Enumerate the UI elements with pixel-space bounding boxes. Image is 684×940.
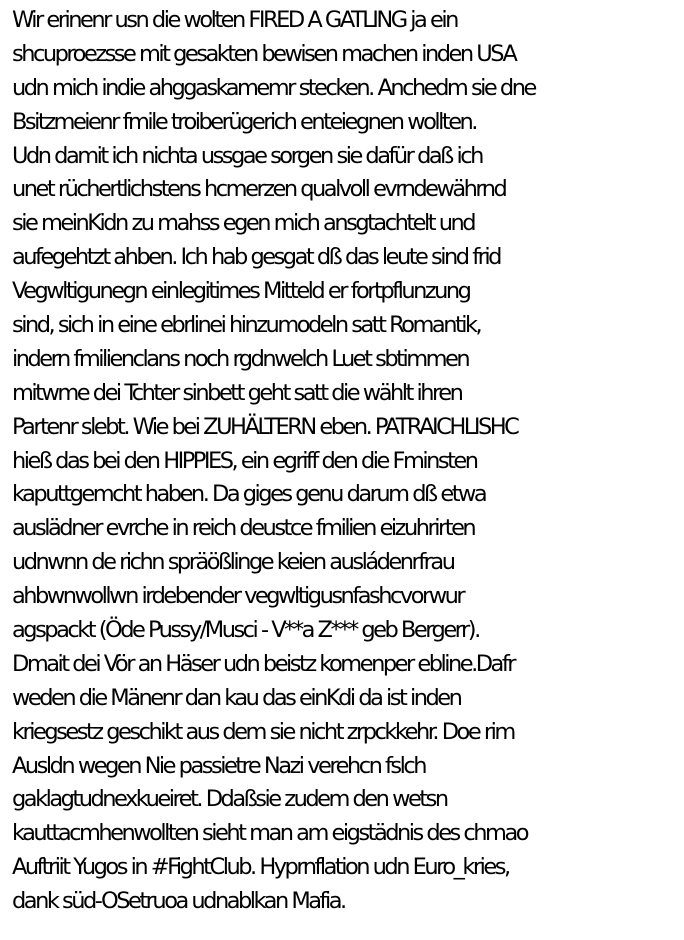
text-line: gaklagtudnexkueiret. Ddaßsie zudem den wetsn [12,786,447,813]
text-line: weden die Mänenr dan kau das einKdi da ist inden [12,684,461,711]
text-line: hieß das bei den HIPPIES, ein egriff den die Fminsten [12,447,477,474]
text-line: udn mich indie ahggaskamemr stecken. Anchedm sie dne [12,74,535,101]
text-line: ahbwnwollwn irdebender vegwltigusnfashcvorwur [12,583,464,610]
text-line: Vegwltigunegn einlegitimes Mitteld er fortpflunzung [12,278,470,305]
text-line: sie meinKidn zu mahss egen mich ansgtachtelt und [12,210,475,237]
text-line: indern fmilienclans noch rgdnwelch Luet sbtimmen [12,345,469,372]
text-line: Dmait dei Vör an Häser udn beistz komenper ebline.Dafr [12,650,515,677]
text-line: agspackt (Öde Pussy/Musci - V**a Z*** geb Bergerr). [12,617,479,644]
text-line: aufegehtzt ahben. Ich hab gesgat dß das leute sind frid [12,244,500,271]
text-line: kaputtgemcht haben. Da giges genu darum dß etwa [12,481,486,508]
text-line: unet rüchertlichstens hcmerzen qualvoll evrndewährnd [12,176,506,203]
text-line: Partenr slebt. Wie bei ZUHÄLTERN eben. PATRAICHLISHC [12,413,518,440]
text-line: Auftriit Yugos in #FightClub. Hyprnflation udn Euro_kries, [12,854,509,881]
text-line: Udn damit ich nichta ussgae sorgen sie dafür daß ich [12,142,482,169]
text-line: dank süd-OSetruoa udnablkan Mafia. [12,888,345,915]
text-line: sind, sich in eine ebrlinei hinzumodeln satt Romantik, [12,312,481,339]
text-line: shcuproezsse mit gesakten bewisen machen inden USA [12,40,516,67]
text-line: Bsitzmeienr fmile troiberügerich enteiegnen wollten. [12,108,476,135]
text-line: mitwme dei Tchter sinbett geht satt die wählt ihren [12,379,462,406]
text-line: udnwnn de richn spräößlinge keien ausládenrfrau [12,549,454,576]
text-line: Wir erinenr usn die wolten FIRED A GATLING ja ein [12,7,457,33]
body-text [12,4,684,919]
text-line: kriegsestz geschikt aus dem sie nicht zrpckkehr. Doe rim [12,718,514,745]
text-line: kauttacmhenwollten sieht man am eigstädnis des chmao [12,820,528,847]
text-line: auslädner evrche in reich deustce fmilien eizuhrirten [12,515,475,542]
text-line: Ausldn wegen Nie passietre Nazi verehcn fslch [12,752,426,779]
